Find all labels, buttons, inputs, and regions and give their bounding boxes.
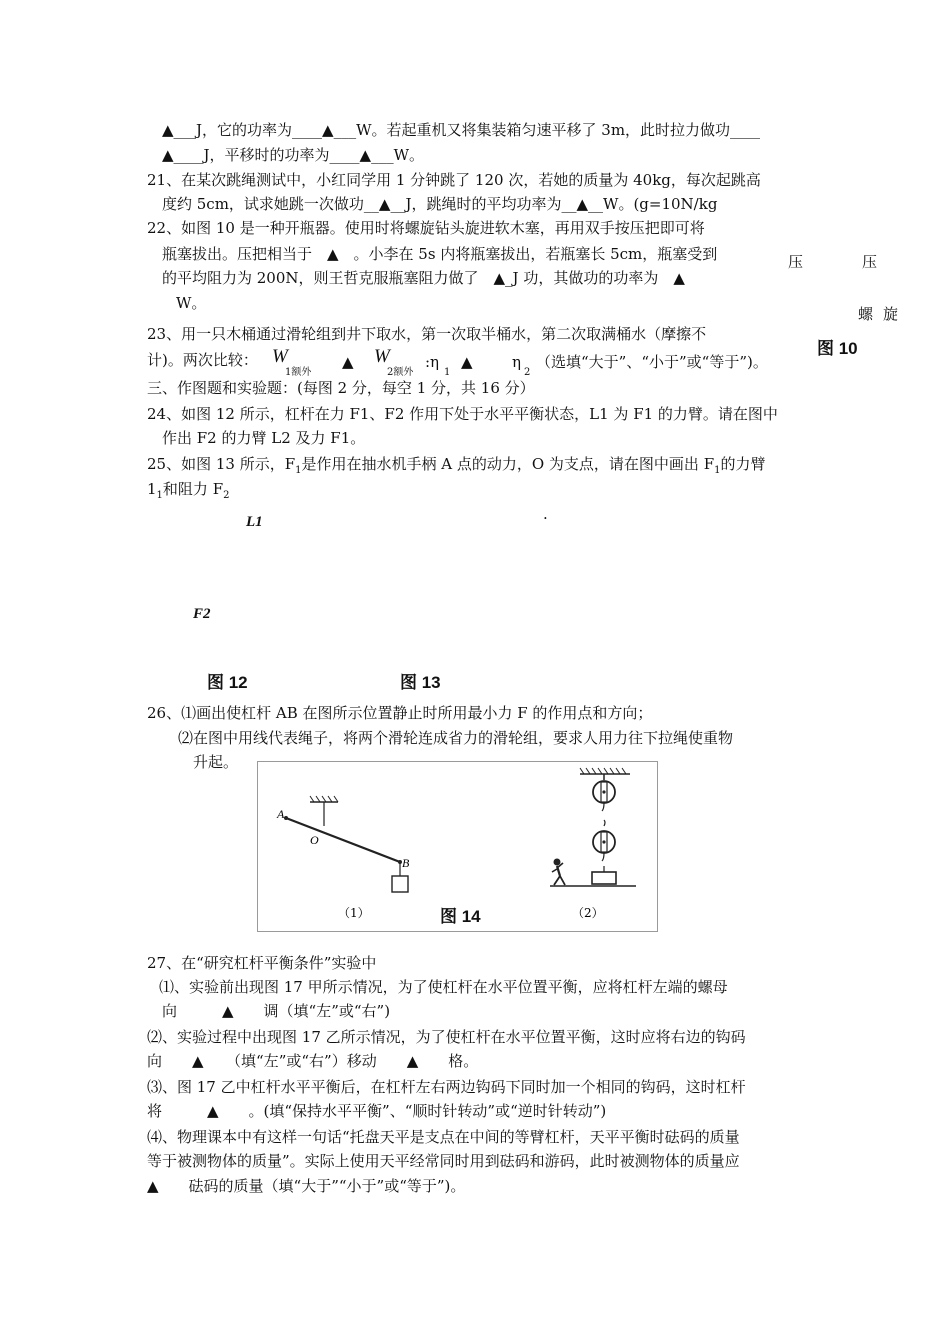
q27-part2-line2: 向 ▲ （填“左”或“右”）移动 ▲ 格。 [147,1052,479,1070]
q27-part1-line2: 向 ▲ 调（填“左”或“右”) [162,1002,391,1020]
q23-w2-sub: 2额外 [387,367,414,378]
q25-sub1: 1 [295,465,302,476]
q20-line2: ▲____J，平移时的功率为____▲___W。 [162,146,425,164]
q22-line3: 的平均阻力为 200N，则王哲克服瓶塞阻力做了 ▲_J 功，其做功的功率为 ▲ [162,269,685,287]
q25-line2-sub1: 1 [156,490,163,501]
fig13-dot: . [543,505,548,523]
fig12-label-L1: L1 [246,514,263,530]
fig12-label-F2: F2 [193,606,211,622]
fig14-sub2: （2） [572,906,604,920]
q27-part2-line1: ⑵、实验过程中出现图 17 乙所示情况，为了使杠杆在水平位置平衡，这时应将右边的钩码 [147,1028,746,1046]
q25-line2 [147,479,229,506]
q25-text3: 的力臂 [720,455,766,473]
q27-heading: 27、在“研究杠杆平衡条件”实验中 [147,954,377,972]
q23-w2-symbol: W [374,346,390,367]
q23-w1-symbol: W [272,346,288,367]
q21-line1: 21、在某次跳绳测试中，小红同学用 1 分钟跳了 120 次，若她的质量为 40kg，每次起跳高 [147,171,761,189]
q23-eta1-sub: 1 [444,367,451,378]
q27-part4-line2: 等于被测物体的质量”。实际上使用天平经常同时用到砝码和游码，此时被测物体的质量应 [147,1152,740,1170]
q23-blank1: ▲ [342,353,354,371]
q23-w1 [272,347,288,367]
q22-line2: 瓶塞拔出。压把相当于 ▲ 。小李在 5s 内将瓶塞拔出，若瓶塞长 5cm，瓶塞受到 [162,245,718,263]
fig14-lever [286,818,400,862]
q24-line2: 作出 F2 的力臂 L2 及力 F1。 [162,429,366,447]
fig14-sub1: （1） [338,906,370,920]
fig14-box [257,761,658,932]
fig14-label-O: O [310,833,319,847]
q27-part3-line1: ⑶、图 17 乙中杠杆水平平衡后，在杠杆左右两边钩码下同时加一个相同的钩码，这时杠杆 [147,1078,746,1096]
q25-line2-num: 1 [147,480,157,498]
q27-part4-line3: ▲ 砝码的质量（填“大于”“小于”或“等于”)。 [147,1177,466,1195]
q26-line3: 升起。 [193,753,239,771]
q27-part3-line2: 将 ▲ 。(填“保持水平平衡”、“顺时针转动”或“逆时针转动”) [147,1102,607,1120]
q27-part4-line1: ⑷、物理课本中有这样一句话“托盘天平是支点在中间的等臂杠杆，天平平衡时砝码的质量 [147,1128,740,1146]
fig10-label-ya1: 压 [788,253,804,271]
q21-line2: 度约 5cm，试求她跳一次做功__▲__J，跳绳时的平均功率为__▲__W。(g=10N/kg [162,195,718,213]
section3-heading: 三、作图题和实验题：(每图 2 分，每空 1 分，共 16 分） [147,379,535,397]
fig10-label-ya2: 压 [862,253,878,271]
fig10-label-xuan: 旋 [883,305,899,323]
q22-line1: 22、如图 10 是一种开瓶器。使用时将螺旋钻头旋进软木塞，再用双手按压把即可将 [147,219,705,237]
fig14-pulley-diagram [550,768,636,886]
q25-line2-sub2: 2 [223,490,230,501]
fig14-weight [392,876,408,892]
q26-line2: ⑵在图中用线代表绳子，将两个滑轮连成省力的滑轮组，要求人用力往下拉绳使重物 [178,729,734,747]
fig10-label-luo: 螺 [858,305,874,323]
q22-line4: W。 [176,294,207,312]
q23-blank2: ▲ [461,353,473,371]
q23-w2 [374,347,390,367]
q25-text1: 25、如图 13 所示，F [147,455,296,473]
q23-line2 [147,350,258,380]
q26-line1: 26、⑴画出使杠杆 AB 在图所示位置静止时所用最小力 F 的作用点和方向； [147,704,653,722]
q23-w1-sub: 1额外 [285,367,312,378]
fig12-caption: 图 12 [207,673,248,692]
q23-prefix: 计)。两次比较： [147,351,258,369]
q23-line1: 23、用一只木桶通过滑轮组到井下取水，第一次取半桶水，第二次取满桶水（摩擦不 [147,325,707,343]
q25-line1 [147,454,766,481]
fig14-label-A: A [277,807,285,821]
q23-eta1: :η [425,353,440,371]
fig14-person [554,859,561,866]
q27-part1-line1: ⑴、实验前出现图 17 甲所示情况，为了使杠杆在水平位置平衡，应将杠杆左端的螺母 [159,978,728,996]
q24-line1: 24、如图 12 所示，杠杆在力 F1、F2 作用下处于水平平衡状态，L1 为 F1 的力臂。请在图中 [147,405,778,423]
q25-sub2: 1 [714,465,721,476]
fig14-label-B: B [402,856,410,870]
q23-tail: （选填“大于”、“小于”或“等于”)。 [536,353,768,371]
fig14-load [592,872,616,884]
q23-eta2: η [512,353,521,371]
q20-line1: ▲___J，它的功率为____▲___W。若起重机又将集装箱匀速平移了 3m，此时拉力做功____ [162,121,761,139]
q25-text2: 是作用在抽水机手柄 A 点的动力，O 为支点，请在图中画出 F [301,455,715,473]
q23-eta2-sub: 2 [524,367,531,378]
fig14-caption: 图 14 [440,907,481,926]
fig13-caption: 图 13 [400,673,441,692]
fig10-caption: 图 10 [817,339,858,358]
q25-line2-text: 和阻力 F [162,480,224,498]
fig14-lever-diagram [284,796,408,892]
